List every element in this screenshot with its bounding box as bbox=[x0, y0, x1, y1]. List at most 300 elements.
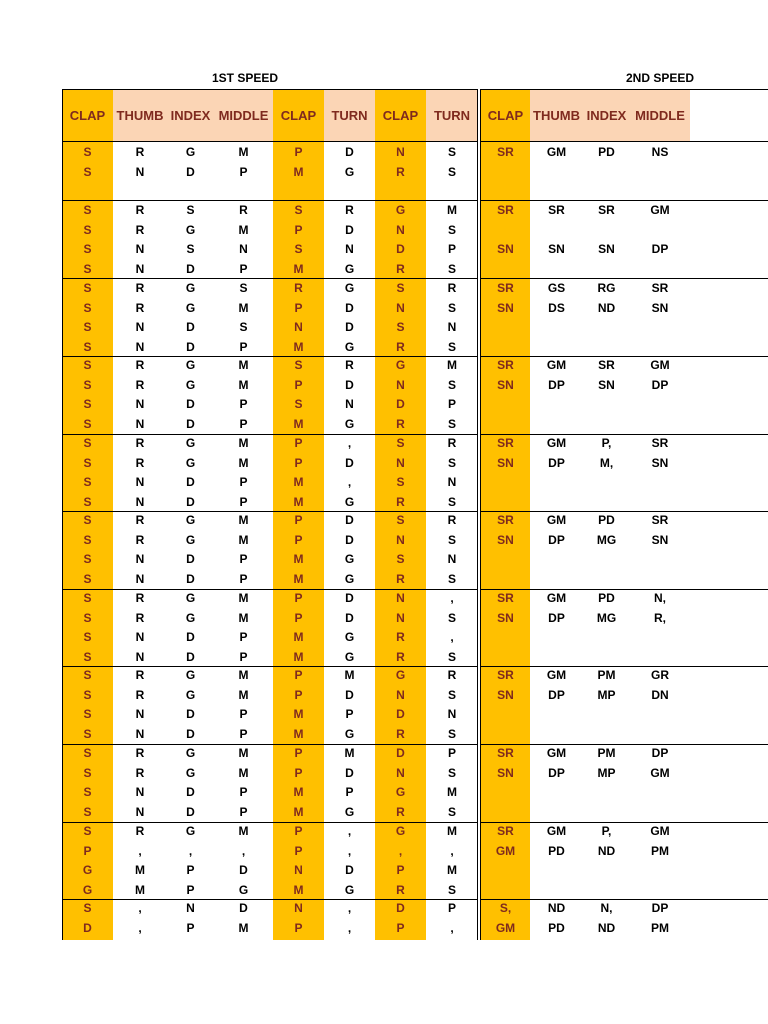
table-cell: G bbox=[238, 882, 249, 897]
table-cell: N bbox=[135, 242, 145, 256]
table-cell: SR bbox=[497, 436, 514, 450]
table-cell: SR bbox=[651, 281, 669, 295]
table-cell: S bbox=[83, 494, 92, 509]
table-cell: , bbox=[138, 901, 142, 915]
table-cell: M bbox=[238, 377, 249, 392]
table-cell: S bbox=[83, 320, 92, 334]
table-cell: P, bbox=[601, 436, 612, 450]
table-cell: N bbox=[135, 339, 145, 354]
table-cell: P bbox=[239, 552, 248, 566]
table-cell: S bbox=[447, 882, 456, 897]
table-cell: P bbox=[396, 863, 405, 877]
table-cell: R bbox=[135, 300, 145, 315]
table-cell: R bbox=[135, 222, 145, 237]
table-cell: P, bbox=[601, 824, 612, 838]
table-cell: M bbox=[293, 630, 304, 644]
table-cell: R bbox=[396, 164, 405, 179]
table-cell: D bbox=[396, 242, 405, 256]
table-cell: PD bbox=[548, 843, 565, 858]
table-cell: M bbox=[293, 552, 304, 566]
table-cell: S bbox=[83, 242, 92, 256]
table-cell: S bbox=[83, 824, 92, 838]
table-cell: G bbox=[344, 649, 355, 664]
table-cell: DP bbox=[548, 610, 565, 625]
table-cell: MG bbox=[596, 610, 617, 625]
table-cell: S bbox=[83, 746, 92, 760]
table-cell: M bbox=[293, 785, 304, 799]
table-cell: G bbox=[344, 882, 355, 897]
table-cell: D bbox=[186, 804, 195, 819]
row-divider bbox=[62, 899, 768, 900]
table-cell: S bbox=[294, 397, 303, 411]
table-cell: P bbox=[239, 164, 248, 179]
table-cell: P bbox=[294, 145, 303, 159]
table-cell: M bbox=[238, 145, 249, 159]
table-cell: P bbox=[186, 882, 195, 897]
table-cell: S bbox=[83, 726, 92, 741]
table-cell: , bbox=[138, 843, 142, 858]
table-cell: GM bbox=[650, 358, 670, 372]
table-cell: SN bbox=[651, 532, 669, 547]
table-cell: SN bbox=[497, 455, 514, 470]
table-cell: P bbox=[83, 843, 92, 858]
table-cell: G bbox=[185, 610, 196, 625]
table-cell: G bbox=[185, 300, 196, 315]
table-cell: D bbox=[186, 785, 195, 799]
table-cell: S bbox=[83, 145, 92, 159]
table-cell: R bbox=[447, 436, 457, 450]
table-cell: S bbox=[83, 397, 92, 411]
table-cell: P bbox=[239, 339, 248, 354]
table-cell: G bbox=[185, 687, 196, 702]
table-cell: D bbox=[345, 222, 354, 237]
table-cell: N bbox=[447, 475, 457, 489]
table-cell: M bbox=[293, 164, 304, 179]
column-header: THUMB bbox=[530, 89, 583, 141]
table-cell: P bbox=[239, 416, 248, 431]
table-cell: S bbox=[83, 203, 92, 217]
table-cell: S bbox=[447, 687, 456, 702]
table-cell: M bbox=[293, 475, 304, 489]
table-cell: S bbox=[396, 552, 405, 566]
table-cell: S bbox=[239, 320, 248, 334]
table-cell: D bbox=[186, 397, 195, 411]
column-header: TURN bbox=[324, 89, 375, 141]
table-cell: S bbox=[447, 339, 456, 354]
table-cell: S bbox=[447, 377, 456, 392]
table-cell: GM bbox=[546, 358, 567, 372]
table-cell: D bbox=[345, 863, 354, 877]
table-cell: S bbox=[447, 261, 456, 276]
table-cell: M bbox=[238, 532, 249, 547]
table-cell: PM bbox=[651, 920, 669, 935]
table-cell: R bbox=[135, 281, 145, 295]
table-cell: SR bbox=[497, 203, 514, 217]
table-cell: P bbox=[447, 242, 456, 256]
table-cell: N bbox=[135, 261, 145, 276]
table-cell: R bbox=[396, 630, 405, 644]
table-cell: R bbox=[135, 532, 145, 547]
table-cell: N bbox=[396, 765, 405, 780]
row-divider bbox=[62, 356, 768, 357]
table-cell: N, bbox=[654, 591, 666, 605]
table-cell: PM bbox=[597, 668, 616, 682]
table-cell: M bbox=[447, 863, 457, 877]
table-cell: N bbox=[186, 901, 195, 915]
table-cell: G bbox=[344, 571, 355, 586]
table-cell: S bbox=[83, 649, 92, 664]
table-cell: G bbox=[185, 222, 196, 237]
table-cell: G bbox=[185, 358, 196, 372]
table-cell: DS bbox=[548, 300, 565, 315]
column-header: CLAP bbox=[62, 89, 113, 141]
table-cell: SR bbox=[497, 358, 514, 372]
speed-title-2: 2ND SPEED bbox=[626, 71, 695, 85]
table-cell: N bbox=[135, 416, 145, 431]
table-cell: S bbox=[447, 571, 456, 586]
table-cell: N bbox=[345, 242, 354, 256]
table-cell: P bbox=[239, 649, 248, 664]
table-cell: N bbox=[396, 222, 405, 237]
table-cell: N bbox=[447, 552, 457, 566]
table-cell: N bbox=[294, 863, 303, 877]
column-header: CLAP bbox=[273, 89, 324, 141]
table-cell: G bbox=[395, 668, 406, 682]
table-cell: D bbox=[186, 726, 195, 741]
row-divider bbox=[62, 744, 768, 745]
table-cell: D bbox=[186, 475, 195, 489]
table-cell: N bbox=[396, 591, 405, 605]
table-cell: D bbox=[345, 145, 354, 159]
column-header: MIDDLE bbox=[630, 89, 690, 141]
table-cell: D bbox=[396, 397, 405, 411]
table-cell: , bbox=[347, 843, 352, 858]
table-cell: N bbox=[135, 320, 145, 334]
table-cell: P bbox=[294, 920, 303, 935]
column-header: THUMB bbox=[113, 89, 167, 141]
table-cell: S bbox=[83, 765, 92, 780]
table-cell: S bbox=[294, 242, 303, 256]
table-cell: SN bbox=[651, 300, 669, 315]
table-cell: M bbox=[135, 863, 145, 877]
table-cell: S bbox=[396, 320, 405, 334]
table-cell: S bbox=[239, 281, 248, 295]
table-cell: M bbox=[238, 436, 249, 450]
table-cell: N bbox=[135, 707, 145, 721]
table-cell: P bbox=[294, 746, 303, 760]
table-cell: S bbox=[83, 591, 92, 605]
table-cell: R bbox=[345, 358, 354, 372]
table-cell: N bbox=[396, 300, 405, 315]
table-cell: M bbox=[293, 707, 304, 721]
table-cell: G bbox=[395, 203, 406, 217]
table-cell: , bbox=[241, 843, 246, 858]
table-cell: N bbox=[447, 707, 457, 721]
table-cell: R bbox=[345, 203, 354, 217]
table-cell: D bbox=[186, 339, 195, 354]
table-cell: P bbox=[239, 707, 248, 721]
table-cell: S bbox=[396, 513, 405, 527]
table-cell: D bbox=[345, 610, 354, 625]
table-cell: M bbox=[293, 649, 304, 664]
table-cell: P bbox=[447, 901, 456, 915]
table-cell: D bbox=[345, 765, 354, 780]
table-cell: G bbox=[185, 377, 196, 392]
table-left-border bbox=[62, 89, 63, 940]
table-cell: , bbox=[450, 591, 454, 605]
table-cell: , bbox=[138, 920, 142, 935]
table-cell: , bbox=[450, 843, 454, 858]
table-cell: R bbox=[135, 513, 145, 527]
table-cell: PD bbox=[548, 920, 565, 935]
table-cell: N bbox=[396, 145, 405, 159]
table-cell: ND bbox=[597, 843, 616, 858]
table-cell: P bbox=[447, 746, 456, 760]
table-cell: M bbox=[238, 920, 249, 935]
table-cell: N bbox=[135, 649, 145, 664]
table-cell: G bbox=[344, 261, 355, 276]
table-cell: D bbox=[396, 707, 405, 721]
table-cell: ND bbox=[597, 300, 616, 315]
table-cell: S bbox=[83, 610, 92, 625]
table-cell: P bbox=[294, 222, 303, 237]
table-cell: MG bbox=[596, 532, 617, 547]
table-cell: N bbox=[294, 320, 303, 334]
table-cell: GM bbox=[546, 746, 567, 760]
table-cell: N bbox=[135, 630, 145, 644]
table-cell: R bbox=[135, 436, 145, 450]
table-cell: SN bbox=[497, 242, 514, 256]
table-cell: D bbox=[345, 687, 354, 702]
table-cell: M bbox=[135, 882, 145, 897]
table-cell: S bbox=[83, 358, 92, 372]
column-header: TURN bbox=[426, 89, 478, 141]
table-cell: R bbox=[135, 687, 145, 702]
table-cell: PM bbox=[651, 843, 669, 858]
table-cell: , bbox=[347, 920, 352, 935]
table-cell: P bbox=[294, 436, 303, 450]
table-cell: G bbox=[344, 630, 355, 644]
table-cell: S bbox=[447, 145, 456, 159]
table-cell: S bbox=[83, 668, 92, 682]
table-cell: DP bbox=[651, 901, 669, 915]
table-cell: S bbox=[83, 222, 92, 237]
table-cell: M bbox=[293, 494, 304, 509]
table-cell: D bbox=[186, 494, 195, 509]
table-cell: P bbox=[294, 591, 303, 605]
table-cell: S bbox=[396, 475, 405, 489]
table-cell: R bbox=[447, 668, 457, 682]
table-cell: R bbox=[135, 591, 145, 605]
table-cell: DP bbox=[651, 242, 669, 256]
table-cell: GM bbox=[650, 203, 670, 217]
table-cell: D bbox=[239, 863, 248, 877]
table-cell: SN bbox=[497, 765, 514, 780]
table-cell: S bbox=[294, 203, 303, 217]
table-cell: DP bbox=[651, 746, 669, 760]
table-cell: S bbox=[294, 358, 303, 372]
table-cell: SR bbox=[497, 824, 514, 838]
table-cell: M bbox=[238, 513, 249, 527]
table-cell: R bbox=[396, 726, 405, 741]
table-cell: G bbox=[185, 765, 196, 780]
table-cell: M bbox=[238, 824, 249, 838]
table-cell: SN bbox=[497, 610, 514, 625]
table-cell: D bbox=[186, 552, 195, 566]
table-cell: GM bbox=[546, 145, 567, 159]
table-cell: P bbox=[294, 843, 303, 858]
column-header: CLAP bbox=[481, 89, 530, 141]
table-cell: G bbox=[82, 882, 93, 897]
table-cell: D bbox=[186, 630, 195, 644]
table-cell: G bbox=[185, 281, 196, 295]
table-cell: S bbox=[447, 300, 456, 315]
row-divider bbox=[62, 666, 768, 667]
table-cell: S bbox=[83, 901, 92, 915]
table-cell: SN bbox=[548, 242, 565, 256]
table-cell: N bbox=[135, 552, 145, 566]
table-cell: , bbox=[347, 436, 352, 450]
table-cell: , bbox=[347, 901, 352, 915]
table-cell: M bbox=[293, 571, 304, 586]
table-cell: S bbox=[83, 261, 92, 276]
table-cell: G bbox=[344, 552, 355, 566]
table-cell: SR bbox=[651, 513, 669, 527]
table-cell: S bbox=[83, 552, 92, 566]
table-cell: SN bbox=[598, 377, 615, 392]
table-cell: P bbox=[239, 785, 248, 799]
table-cell: S bbox=[447, 804, 456, 819]
table-cell: G bbox=[344, 339, 355, 354]
table-cell: SR bbox=[497, 513, 514, 527]
table-cell: , bbox=[398, 843, 403, 858]
table-cell: D bbox=[186, 416, 195, 431]
table-cell: R bbox=[135, 358, 145, 372]
table-cell: S bbox=[83, 377, 92, 392]
table-cell: R bbox=[396, 804, 405, 819]
row-divider bbox=[62, 200, 768, 201]
table-cell: R bbox=[396, 882, 405, 897]
table-cell: D bbox=[186, 261, 195, 276]
table-cell: S bbox=[447, 164, 456, 179]
table-cell: R bbox=[447, 281, 457, 295]
table-cell: GM bbox=[546, 436, 567, 450]
table-cell: S bbox=[83, 416, 92, 431]
table-cell: P bbox=[239, 630, 248, 644]
table-cell: G bbox=[185, 436, 196, 450]
table-cell: N bbox=[396, 377, 405, 392]
table-cell: D bbox=[345, 455, 354, 470]
table-cell: N, bbox=[600, 901, 613, 915]
table-cell: PD bbox=[598, 145, 615, 159]
table-cell: SN bbox=[497, 532, 514, 547]
table-cell: N bbox=[447, 320, 457, 334]
table-cell: P bbox=[294, 824, 303, 838]
table-cell: G bbox=[185, 591, 196, 605]
table-cell: S bbox=[83, 804, 92, 819]
table-cell: M bbox=[344, 746, 355, 760]
row-divider bbox=[62, 511, 768, 512]
table-cell: S bbox=[83, 785, 92, 799]
table-cell: M bbox=[293, 726, 304, 741]
table-cell: S bbox=[447, 649, 456, 664]
column-header: CLAP bbox=[375, 89, 426, 141]
table-cell: S bbox=[83, 164, 92, 179]
table-cell: N bbox=[135, 785, 145, 799]
table-cell: GM bbox=[650, 824, 670, 838]
table-cell: G bbox=[185, 668, 196, 682]
table-cell: S bbox=[83, 513, 92, 527]
table-cell: P bbox=[186, 863, 195, 877]
table-cell: D bbox=[345, 300, 354, 315]
table-cell: DP bbox=[651, 377, 669, 392]
table-cell: GM bbox=[495, 843, 516, 858]
table-cell: P bbox=[294, 765, 303, 780]
table-cell: R bbox=[396, 416, 405, 431]
table-cell: S bbox=[447, 726, 456, 741]
table-cell: P bbox=[345, 785, 354, 799]
table-cell: S bbox=[83, 687, 92, 702]
table-cell: R bbox=[396, 649, 405, 664]
table-cell: G bbox=[395, 785, 406, 799]
table-cell: N bbox=[239, 242, 248, 256]
table-cell: M bbox=[293, 416, 304, 431]
table-cell: NS bbox=[651, 145, 669, 159]
table-cell: PM bbox=[597, 746, 616, 760]
table-cell: M bbox=[447, 785, 457, 799]
table-cell: D bbox=[396, 746, 405, 760]
table-cell: D bbox=[239, 901, 248, 915]
table-cell: DP bbox=[548, 687, 565, 702]
table-cell: GM bbox=[546, 513, 567, 527]
table-cell: M bbox=[238, 687, 249, 702]
table-cell: M bbox=[293, 882, 304, 897]
table-cell: ND bbox=[597, 920, 616, 935]
table-cell: S bbox=[447, 416, 456, 431]
table-cell: P bbox=[294, 610, 303, 625]
table-cell: N bbox=[135, 804, 145, 819]
table-cell: S bbox=[396, 281, 405, 295]
table-cell: N bbox=[396, 532, 405, 547]
table-cell: D bbox=[345, 591, 354, 605]
table-cell: PD bbox=[598, 513, 615, 527]
table-cell: P bbox=[345, 707, 354, 721]
table-cell: S bbox=[83, 300, 92, 315]
row-divider bbox=[62, 434, 768, 435]
table-cell: S bbox=[447, 610, 456, 625]
table-cell: G bbox=[82, 863, 93, 877]
table-cell: M bbox=[447, 358, 457, 372]
table-cell: P bbox=[294, 532, 303, 547]
table-cell: MP bbox=[597, 765, 616, 780]
row-divider bbox=[62, 89, 768, 90]
table-cell bbox=[630, 221, 690, 241]
table-cell: , bbox=[450, 920, 454, 935]
table-cell: R bbox=[135, 455, 145, 470]
table-cell: P bbox=[239, 261, 248, 276]
table-cell: G bbox=[344, 804, 355, 819]
table-cell: SR bbox=[497, 281, 514, 295]
speed-title-1: 1ST SPEED bbox=[212, 71, 279, 85]
table-cell: R bbox=[135, 765, 145, 780]
table-cell: M bbox=[447, 203, 457, 217]
table-cell: G bbox=[185, 824, 196, 838]
table-cell: P bbox=[239, 571, 248, 586]
table-cell: R bbox=[447, 513, 457, 527]
table-cell: R bbox=[135, 203, 145, 217]
table-cell: S bbox=[186, 203, 195, 217]
table-cell: P bbox=[239, 804, 248, 819]
